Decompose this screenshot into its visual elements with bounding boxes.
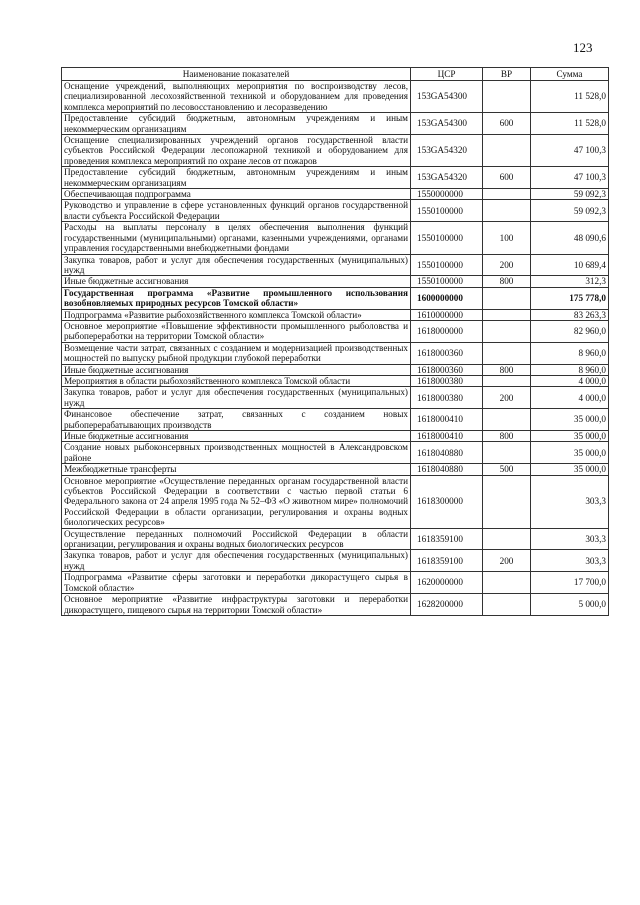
cell-vr <box>483 200 531 222</box>
cell-vr <box>483 320 531 342</box>
cell-csr: 1618000380 <box>411 375 483 386</box>
table-row <box>62 528 609 550</box>
cell-sum: 4 000,0 <box>531 387 609 409</box>
cell-sum: 11 528,0 <box>531 81 609 113</box>
cell-csr: 1618000360 <box>411 342 483 364</box>
cell-vr <box>483 375 531 386</box>
cell-name: Предоставление субсидий бюджетным, автономным учреждениям и иным некоммерческим организациям <box>62 167 411 189</box>
cell-csr: 1550100000 <box>411 254 483 276</box>
table-row <box>62 276 609 287</box>
page-number: 123 <box>573 40 593 55</box>
cell-sum: 4 000,0 <box>531 375 609 386</box>
table-row <box>62 135 609 167</box>
cell-csr: 1618040880 <box>411 442 483 464</box>
budget-table <box>61 67 609 616</box>
cell-name: Подпрограмма «Развитие сферы заготовки и переработки дикорастущего сырья в Томской области» <box>62 572 411 594</box>
cell-csr: 1550000000 <box>411 189 483 200</box>
cell-vr: 200 <box>483 550 531 572</box>
table-row <box>62 387 609 409</box>
cell-sum: 35 000,0 <box>531 442 609 464</box>
cell-vr <box>483 594 531 616</box>
cell-vr <box>483 342 531 364</box>
cell-vr <box>483 572 531 594</box>
cell-name: Расходы на выплаты персоналу в целях обеспечения выполнения функций государственными (муниципальными) органами, казенными учреждениями, органами управления государственными внебюджетными фондами <box>62 222 411 254</box>
cell-csr: 1620000000 <box>411 572 483 594</box>
cell-sum: 35 000,0 <box>531 431 609 442</box>
table-row <box>62 287 609 309</box>
cell-sum: 17 700,0 <box>531 572 609 594</box>
table-row <box>62 320 609 342</box>
cell-vr <box>483 442 531 464</box>
cell-name: Подпрограмма «Развитие рыбохозяйственного комплекса Томской области» <box>62 309 411 320</box>
cell-name: Закупка товаров, работ и услуг для обеспечения государственных (муниципальных) нужд <box>62 254 411 276</box>
cell-name: Осуществление переданных полномочий Российской Федерации в области организации, регулирования и охраны водных биологических ресурсов <box>62 528 411 550</box>
cell-csr: 1618000380 <box>411 387 483 409</box>
cell-name: Межбюджетные трансферты <box>62 464 411 475</box>
cell-vr <box>483 475 531 528</box>
cell-sum: 8 960,0 <box>531 364 609 375</box>
cell-csr: 1610000000 <box>411 309 483 320</box>
table-row <box>62 594 609 616</box>
header-csr: ЦСР <box>411 68 483 81</box>
cell-sum: 303,3 <box>531 475 609 528</box>
cell-name: Закупка товаров, работ и услуг для обеспечения государственных (муниципальных) нужд <box>62 550 411 572</box>
cell-sum: 303,3 <box>531 550 609 572</box>
cell-sum: 11 528,0 <box>531 113 609 135</box>
cell-vr <box>483 309 531 320</box>
table-row <box>62 254 609 276</box>
cell-name: Оснащение учреждений, выполняющих мероприятия по воспроизводству лесов, специализированной лесохозяйственной техникой и оборудованием для проведения комплекса мероприятий по лесовосстановлению и лесоразведению <box>62 81 411 113</box>
cell-csr: 153GA54320 <box>411 167 483 189</box>
cell-vr <box>483 135 531 167</box>
cell-csr: 1618359100 <box>411 550 483 572</box>
cell-csr: 1550100000 <box>411 276 483 287</box>
cell-name: Иные бюджетные ассигнования <box>62 364 411 375</box>
cell-name: Основное мероприятие «Осуществление переданных органам государственной власти субъектов Российской Федерации в соответствии с частью первой статьи 6 Федерального закона от 24 апреля 1995 года № 52–ФЗ «О животном мире» полномочий Российской Федерации в области организации, регулирования и охраны водных биологических ресурсов» <box>62 475 411 528</box>
cell-vr: 800 <box>483 364 531 375</box>
table-row <box>62 113 609 135</box>
cell-name: Иные бюджетные ассигнования <box>62 431 411 442</box>
cell-name: Оснащение специализированных учреждений органов государственной власти субъектов Российской Федерации лесопожарной техникой и оборудованием для проведения комплекса мероприятий по охране лесов от пожаров <box>62 135 411 167</box>
cell-vr <box>483 287 531 309</box>
cell-vr: 500 <box>483 464 531 475</box>
cell-csr: 1618359100 <box>411 528 483 550</box>
table-row <box>62 572 609 594</box>
table-row <box>62 189 609 200</box>
table-row <box>62 167 609 189</box>
cell-csr: 1550100000 <box>411 200 483 222</box>
table-row <box>62 81 609 113</box>
cell-name: Создание новых рыбоконсервных производственных мощностей в Александровском районе <box>62 442 411 464</box>
table-row <box>62 464 609 475</box>
table-row <box>62 475 609 528</box>
cell-csr: 1618300000 <box>411 475 483 528</box>
cell-csr: 1628200000 <box>411 594 483 616</box>
cell-csr: 1618000360 <box>411 364 483 375</box>
table-header-row <box>62 68 609 81</box>
table-row <box>62 200 609 222</box>
cell-sum: 35 000,0 <box>531 464 609 475</box>
cell-sum: 8 960,0 <box>531 342 609 364</box>
cell-vr <box>483 189 531 200</box>
cell-vr: 600 <box>483 167 531 189</box>
cell-sum: 10 689,4 <box>531 254 609 276</box>
header-vr: ВР <box>483 68 531 81</box>
cell-vr <box>483 81 531 113</box>
cell-sum: 82 960,0 <box>531 320 609 342</box>
table-row <box>62 309 609 320</box>
table-row <box>62 342 609 364</box>
cell-vr: 200 <box>483 254 531 276</box>
cell-name: Руководство и управление в сфере установленных функций органов государственной власти субъекта Российской Федерации <box>62 200 411 222</box>
cell-name: Обеспечивающая подпрограмма <box>62 189 411 200</box>
cell-csr: 1618000000 <box>411 320 483 342</box>
cell-sum: 48 090,6 <box>531 222 609 254</box>
cell-csr: 1618040880 <box>411 464 483 475</box>
cell-vr <box>483 409 531 431</box>
cell-name: Возмещение части затрат, связанных с созданием и модернизацией производственных мощностей по выпуску рыбной продукции глубокой переработки <box>62 342 411 364</box>
cell-csr: 1550100000 <box>411 222 483 254</box>
cell-vr: 800 <box>483 276 531 287</box>
cell-name: Предоставление субсидий бюджетным, автономным учреждениям и иным некоммерческим организациям <box>62 113 411 135</box>
cell-sum: 312,3 <box>531 276 609 287</box>
cell-sum: 47 100,3 <box>531 135 609 167</box>
cell-csr: 1600000000 <box>411 287 483 309</box>
cell-vr: 600 <box>483 113 531 135</box>
cell-name: Основное мероприятие «Развитие инфраструктуры заготовки и переработки дикорастущего, пищевого сырья на территории Томской области» <box>62 594 411 616</box>
cell-name: Основное мероприятие «Повышение эффективности промышленного рыболовства и рыбопереработки на территории Томской области» <box>62 320 411 342</box>
cell-vr: 200 <box>483 387 531 409</box>
cell-csr: 153GA54320 <box>411 135 483 167</box>
cell-name: Иные бюджетные ассигнования <box>62 276 411 287</box>
cell-sum: 83 263,3 <box>531 309 609 320</box>
cell-sum: 35 000,0 <box>531 409 609 431</box>
cell-vr: 100 <box>483 222 531 254</box>
cell-sum: 5 000,0 <box>531 594 609 616</box>
cell-vr <box>483 528 531 550</box>
cell-name: Мероприятия в области рыбохозяйственного комплекса Томской области <box>62 375 411 386</box>
table-row <box>62 364 609 375</box>
table-row <box>62 375 609 386</box>
cell-csr: 153GA54300 <box>411 113 483 135</box>
cell-sum: 303,3 <box>531 528 609 550</box>
table-row <box>62 442 609 464</box>
table-row <box>62 222 609 254</box>
cell-name: Государственная программа «Развитие промышленного использования возобновляемых природных ресурсов Томской области» <box>62 287 411 309</box>
table-row <box>62 431 609 442</box>
cell-name: Финансовое обеспечение затрат, связанных с созданием новых рыбоперерабатывающих производств <box>62 409 411 431</box>
header-name: Наименование показателей <box>62 68 411 81</box>
table-row <box>62 550 609 572</box>
cell-csr: 1618000410 <box>411 431 483 442</box>
table-row <box>62 409 609 431</box>
cell-sum: 59 092,3 <box>531 200 609 222</box>
cell-csr: 1618000410 <box>411 409 483 431</box>
cell-csr: 153GA54300 <box>411 81 483 113</box>
header-sum: Сумма <box>531 68 609 81</box>
cell-sum: 47 100,3 <box>531 167 609 189</box>
cell-sum: 59 092,3 <box>531 189 609 200</box>
cell-sum: 175 778,0 <box>531 287 609 309</box>
cell-vr: 800 <box>483 431 531 442</box>
cell-name: Закупка товаров, работ и услуг для обеспечения государственных (муниципальных) нужд <box>62 387 411 409</box>
